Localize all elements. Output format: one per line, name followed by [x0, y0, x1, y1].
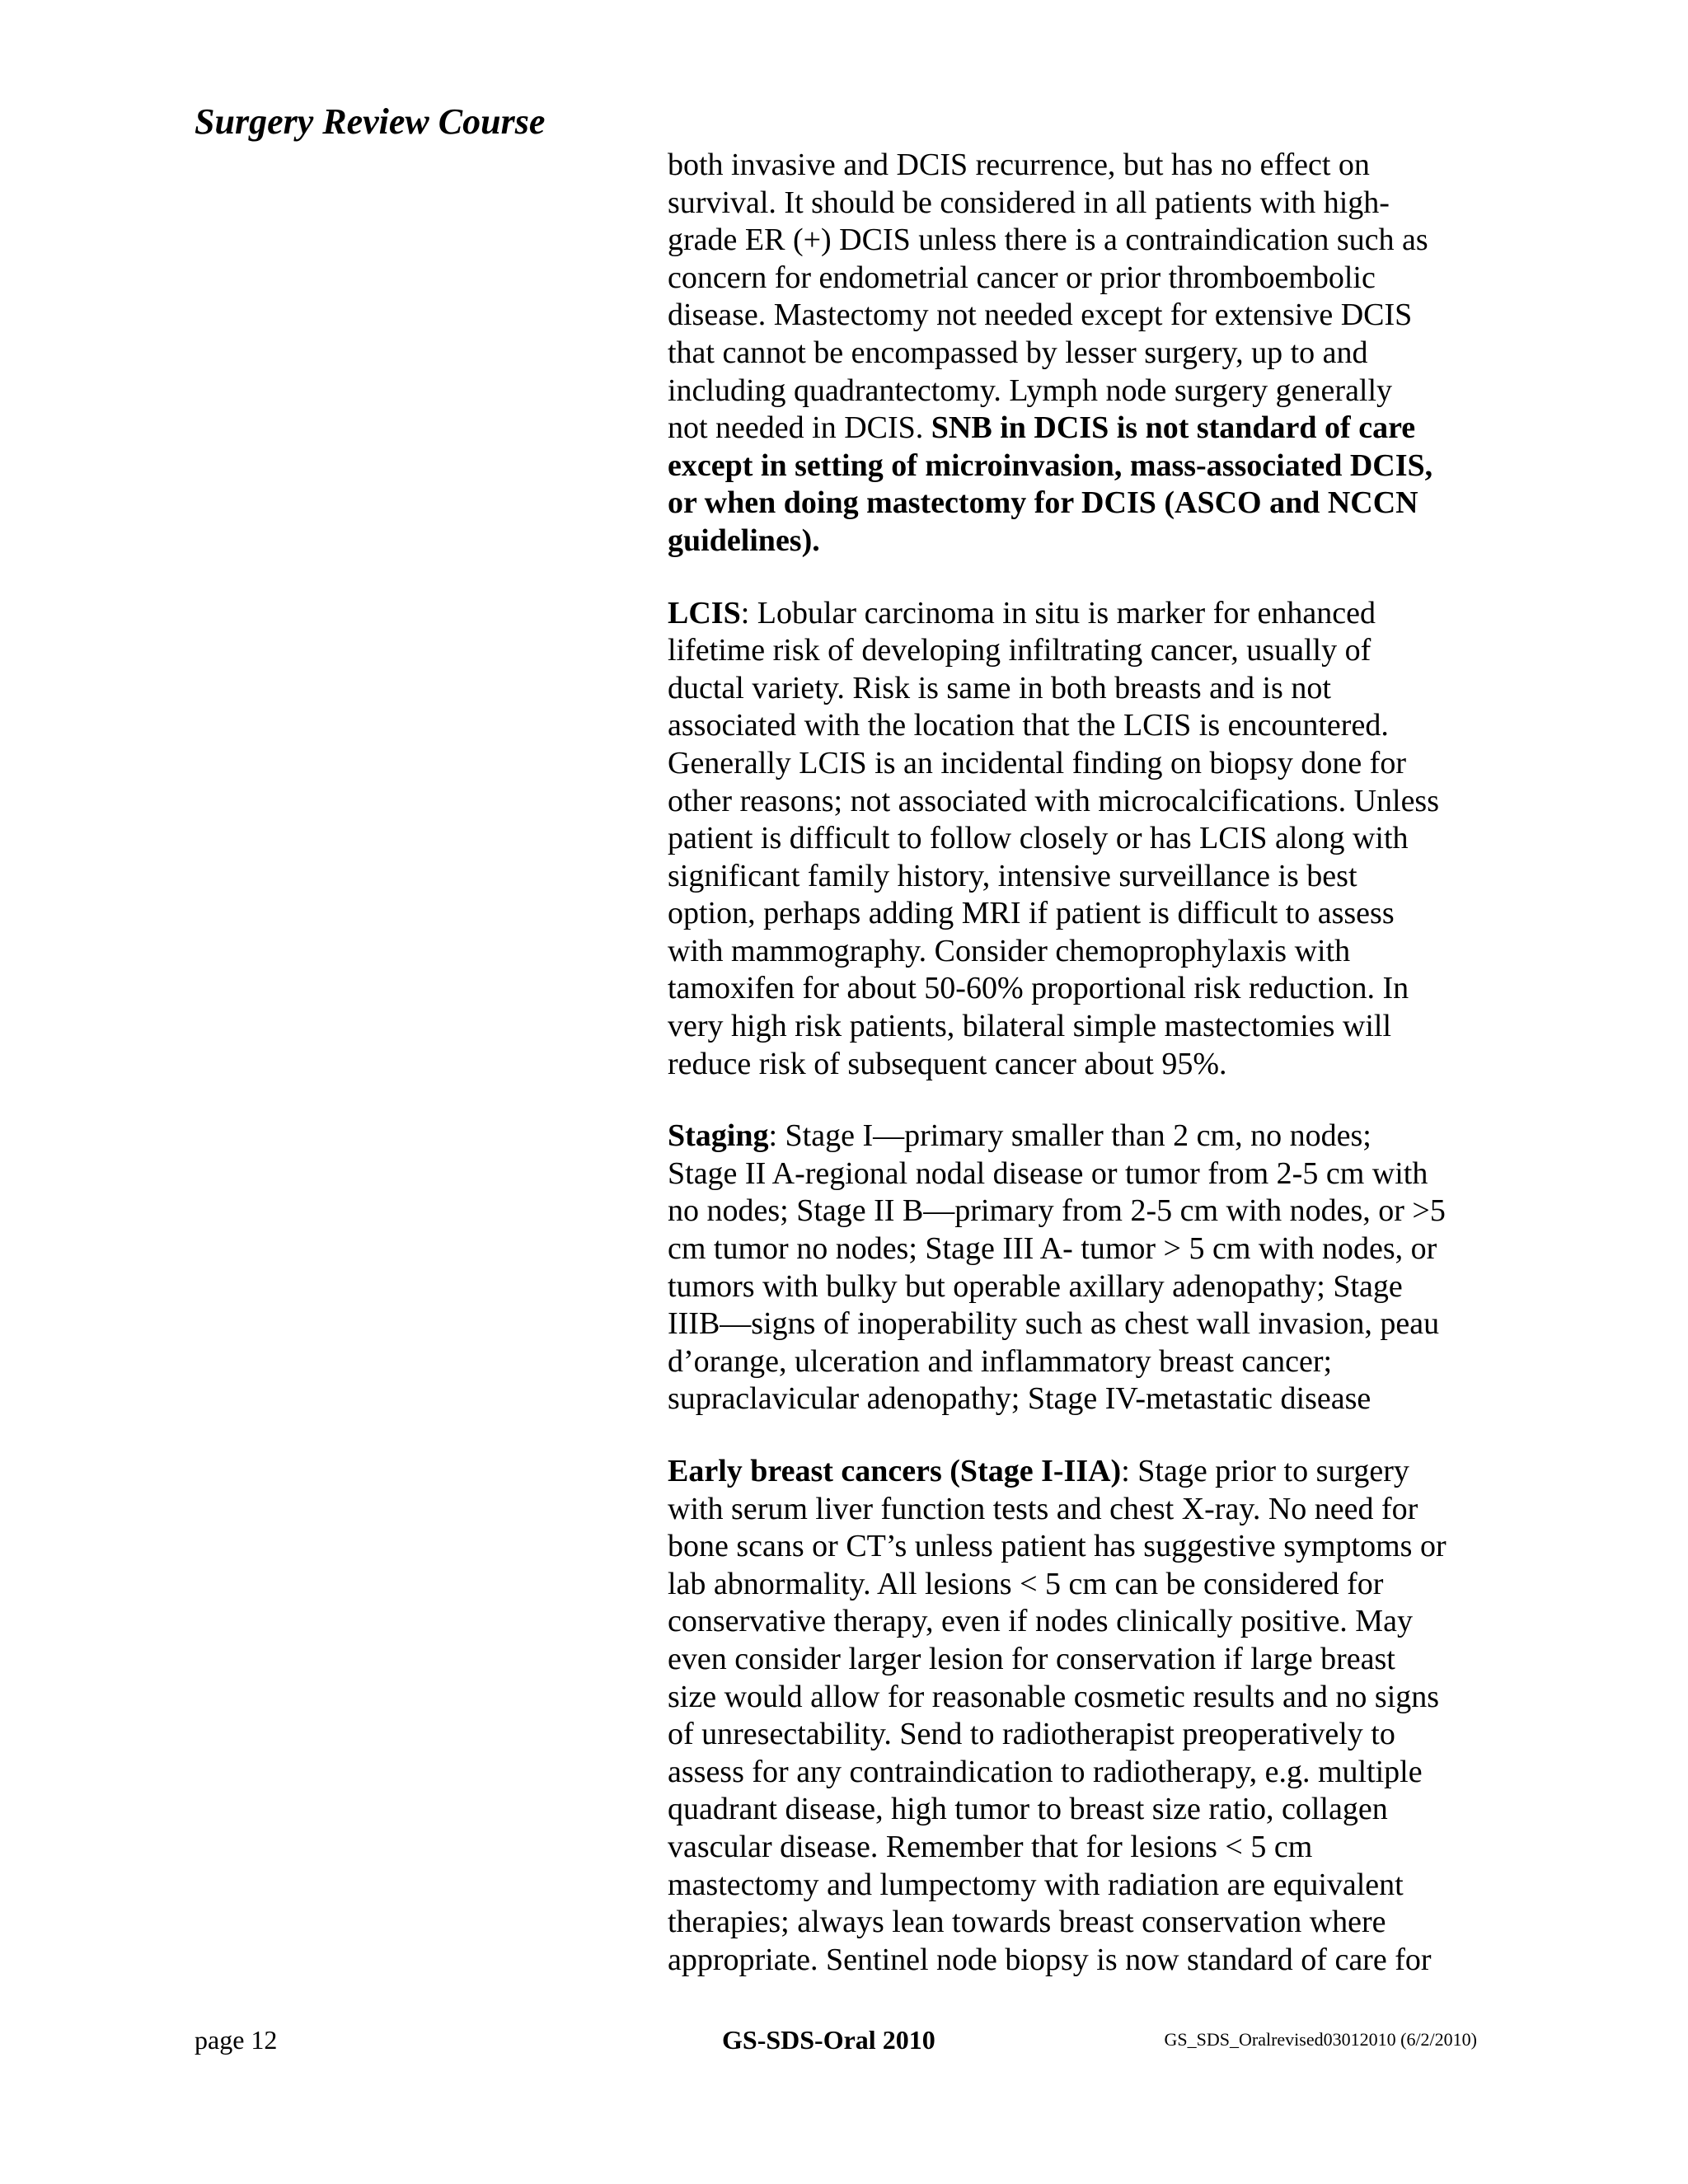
body-paragraph — [668, 595, 1508, 1084]
text-line — [668, 895, 1508, 933]
text-run: IIIB—signs of inoperability such as chest wall invasion, peau — [668, 1306, 1440, 1342]
text-run: survival. It should be considered in all patients with high- — [668, 185, 1390, 220]
text-line — [668, 745, 1508, 783]
text-run: tamoxifen for about 50-60% proportional risk reduction. In — [668, 971, 1409, 1006]
text-run: Stage II A-regional nodal disease or tumor from 2-5 cm with — [668, 1155, 1428, 1191]
text-run: grade ER (+) DCIS unless there is a contraindication such as — [668, 223, 1428, 258]
text-line — [668, 858, 1508, 896]
text-line — [668, 595, 1508, 633]
text-run: supraclavicular adenopathy; Stage IV-metastatic disease — [668, 1381, 1372, 1417]
text-line — [668, 147, 1508, 185]
text-line — [668, 373, 1508, 410]
text-run: : Lobular carcinoma in situ is marker for enhanced — [740, 595, 1376, 630]
text-line — [668, 933, 1508, 971]
text-line — [668, 1904, 1508, 1942]
text-run: d’orange, ulceration and inflammatory breast cancer; — [668, 1343, 1333, 1379]
text-run: disease. Mastectomy not needed except for extensive DCIS — [668, 298, 1413, 333]
text-run: ductal variety. Risk is same in both breasts and is not — [668, 670, 1331, 705]
text-run: reduce risk of subsequent cancer about 95%. — [668, 1046, 1227, 1081]
text-line — [668, 297, 1508, 335]
text-run: not needed in DCIS. — [668, 410, 931, 446]
text-line — [668, 1155, 1508, 1193]
text-line — [668, 1603, 1508, 1641]
text-line — [668, 670, 1508, 708]
text-line — [668, 1641, 1508, 1679]
text-run: associated with the location that the LCIS is encountered. — [668, 708, 1389, 743]
text-line — [668, 410, 1508, 448]
body-paragraph — [668, 1118, 1508, 1418]
text-run: tumors with bulky but operable axillary adenopathy; Stage — [668, 1268, 1403, 1304]
text-line — [668, 1193, 1508, 1230]
text-run: even consider larger lesion for conservation if large breast — [668, 1641, 1395, 1676]
text-run: including quadrantectomy. Lymph node surgery generally — [668, 373, 1393, 408]
text-line — [668, 1754, 1508, 1792]
text-run: size would allow for reasonable cosmetic results and no signs — [668, 1679, 1440, 1714]
text-line — [668, 1528, 1508, 1566]
text-run: very high risk patients, bilateral simple mastectomies will — [668, 1009, 1392, 1044]
text-line — [668, 222, 1508, 260]
text-run: lifetime risk of developing infiltrating cancer, usually of — [668, 633, 1372, 668]
bold-text-run: guidelines). — [668, 523, 820, 558]
text-line — [668, 1118, 1508, 1155]
text-line — [668, 1491, 1508, 1529]
text-run: bone scans or CT’s unless patient has suggestive symptoms or — [668, 1529, 1447, 1564]
text-run: Generally LCIS is an incidental finding on biopsy done for — [668, 745, 1406, 780]
text-run: other reasons; not associated with microcalcifications. Unless — [668, 783, 1440, 818]
text-line — [668, 523, 1508, 560]
text-line — [668, 1829, 1508, 1867]
text-line — [668, 1230, 1508, 1268]
text-run: lab abnormality. All lesions < 5 cm can be considered for — [668, 1566, 1384, 1601]
text-run: both invasive and DCIS recurrence, but has no effect on — [668, 148, 1370, 182]
text-run: : Stage I—primary smaller than 2 cm, no nodes; — [768, 1118, 1372, 1154]
text-run: assess for any contraindication to radiotherapy, e.g. multiple — [668, 1754, 1423, 1789]
text-run: option, perhaps adding MRI if patient is difficult to assess — [668, 896, 1395, 931]
text-line — [668, 632, 1508, 670]
text-run: with mammography. Consider chemoprophylaxis with — [668, 933, 1351, 968]
footer-page-number: page 12 — [195, 2025, 278, 2055]
text-line — [668, 707, 1508, 745]
text-run: therapies; always lean towards breast conservation where — [668, 1905, 1386, 1940]
bold-text-run: Staging — [668, 1118, 769, 1154]
text-line — [668, 1008, 1508, 1046]
text-line — [668, 1453, 1508, 1491]
text-line — [668, 260, 1508, 298]
text-run: patient is difficult to follow closely or has LCIS along with — [668, 821, 1409, 856]
text-line — [668, 1380, 1508, 1418]
text-line — [668, 1679, 1508, 1717]
text-line — [668, 1867, 1508, 1905]
text-run: no nodes; Stage II B—primary from 2-5 cm with nodes, or >5 — [668, 1193, 1446, 1229]
text-run: quadrant disease, high tumor to breast size ratio, collagen — [668, 1792, 1388, 1827]
text-run: conservative therapy, even if nodes clinically positive. May — [668, 1604, 1413, 1639]
text-run: that cannot be encompassed by lesser surgery, up to and — [668, 335, 1368, 370]
text-run: significant family history, intensive surveillance is best — [668, 858, 1357, 893]
text-run: : Stage prior to surgery — [1121, 1454, 1409, 1488]
text-run: appropriate. Sentinel node biopsy is now standard of care for — [668, 1942, 1432, 1977]
text-run: vascular disease. Remember that for lesions < 5 cm — [668, 1829, 1313, 1864]
text-line — [668, 1305, 1508, 1343]
text-line — [668, 783, 1508, 821]
text-run: of unresectability. Send to radiotherapist preoperatively to — [668, 1717, 1395, 1752]
body-text-column — [668, 147, 1508, 1979]
text-line — [668, 1343, 1508, 1381]
text-line — [668, 1566, 1508, 1604]
text-line — [668, 1268, 1508, 1306]
text-line — [668, 1942, 1508, 1980]
text-line — [668, 448, 1508, 485]
footer-document-title: GS-SDS-Oral 2010 — [722, 2025, 935, 2055]
text-run: concern for endometrial cancer or prior thromboembolic — [668, 260, 1376, 295]
text-line — [668, 1046, 1508, 1084]
bold-text-run: LCIS — [668, 595, 741, 630]
text-line — [668, 335, 1508, 373]
bold-text-run: SNB in DCIS is not standard of care — [931, 410, 1416, 446]
text-run: cm tumor no nodes; Stage III A- tumor > 5 cm with nodes, or — [668, 1231, 1437, 1267]
text-line — [668, 1791, 1508, 1829]
text-run: with serum liver function tests and chest X-ray. No need for — [668, 1491, 1418, 1526]
text-line — [668, 485, 1508, 523]
bold-text-run: except in setting of microinvasion, mass-associated DCIS, — [668, 448, 1433, 483]
text-line — [668, 820, 1508, 858]
bold-text-run: Early breast cancers (Stage I-IIA) — [668, 1454, 1122, 1488]
course-title: Surgery Review Course — [195, 101, 546, 142]
text-run: mastectomy and lumpectomy with radiation are equivalent — [668, 1867, 1404, 1902]
bold-text-run: or when doing mastectomy for DCIS (ASCO and NCCN — [668, 485, 1418, 521]
text-line — [668, 185, 1508, 223]
body-paragraph — [668, 147, 1508, 560]
text-line — [668, 1716, 1508, 1754]
text-line — [668, 970, 1508, 1008]
body-paragraph — [668, 1453, 1508, 1979]
footer-file-reference: GS_SDS_Oralrevised03012010 (6/2/2010) — [1164, 2029, 1477, 2050]
